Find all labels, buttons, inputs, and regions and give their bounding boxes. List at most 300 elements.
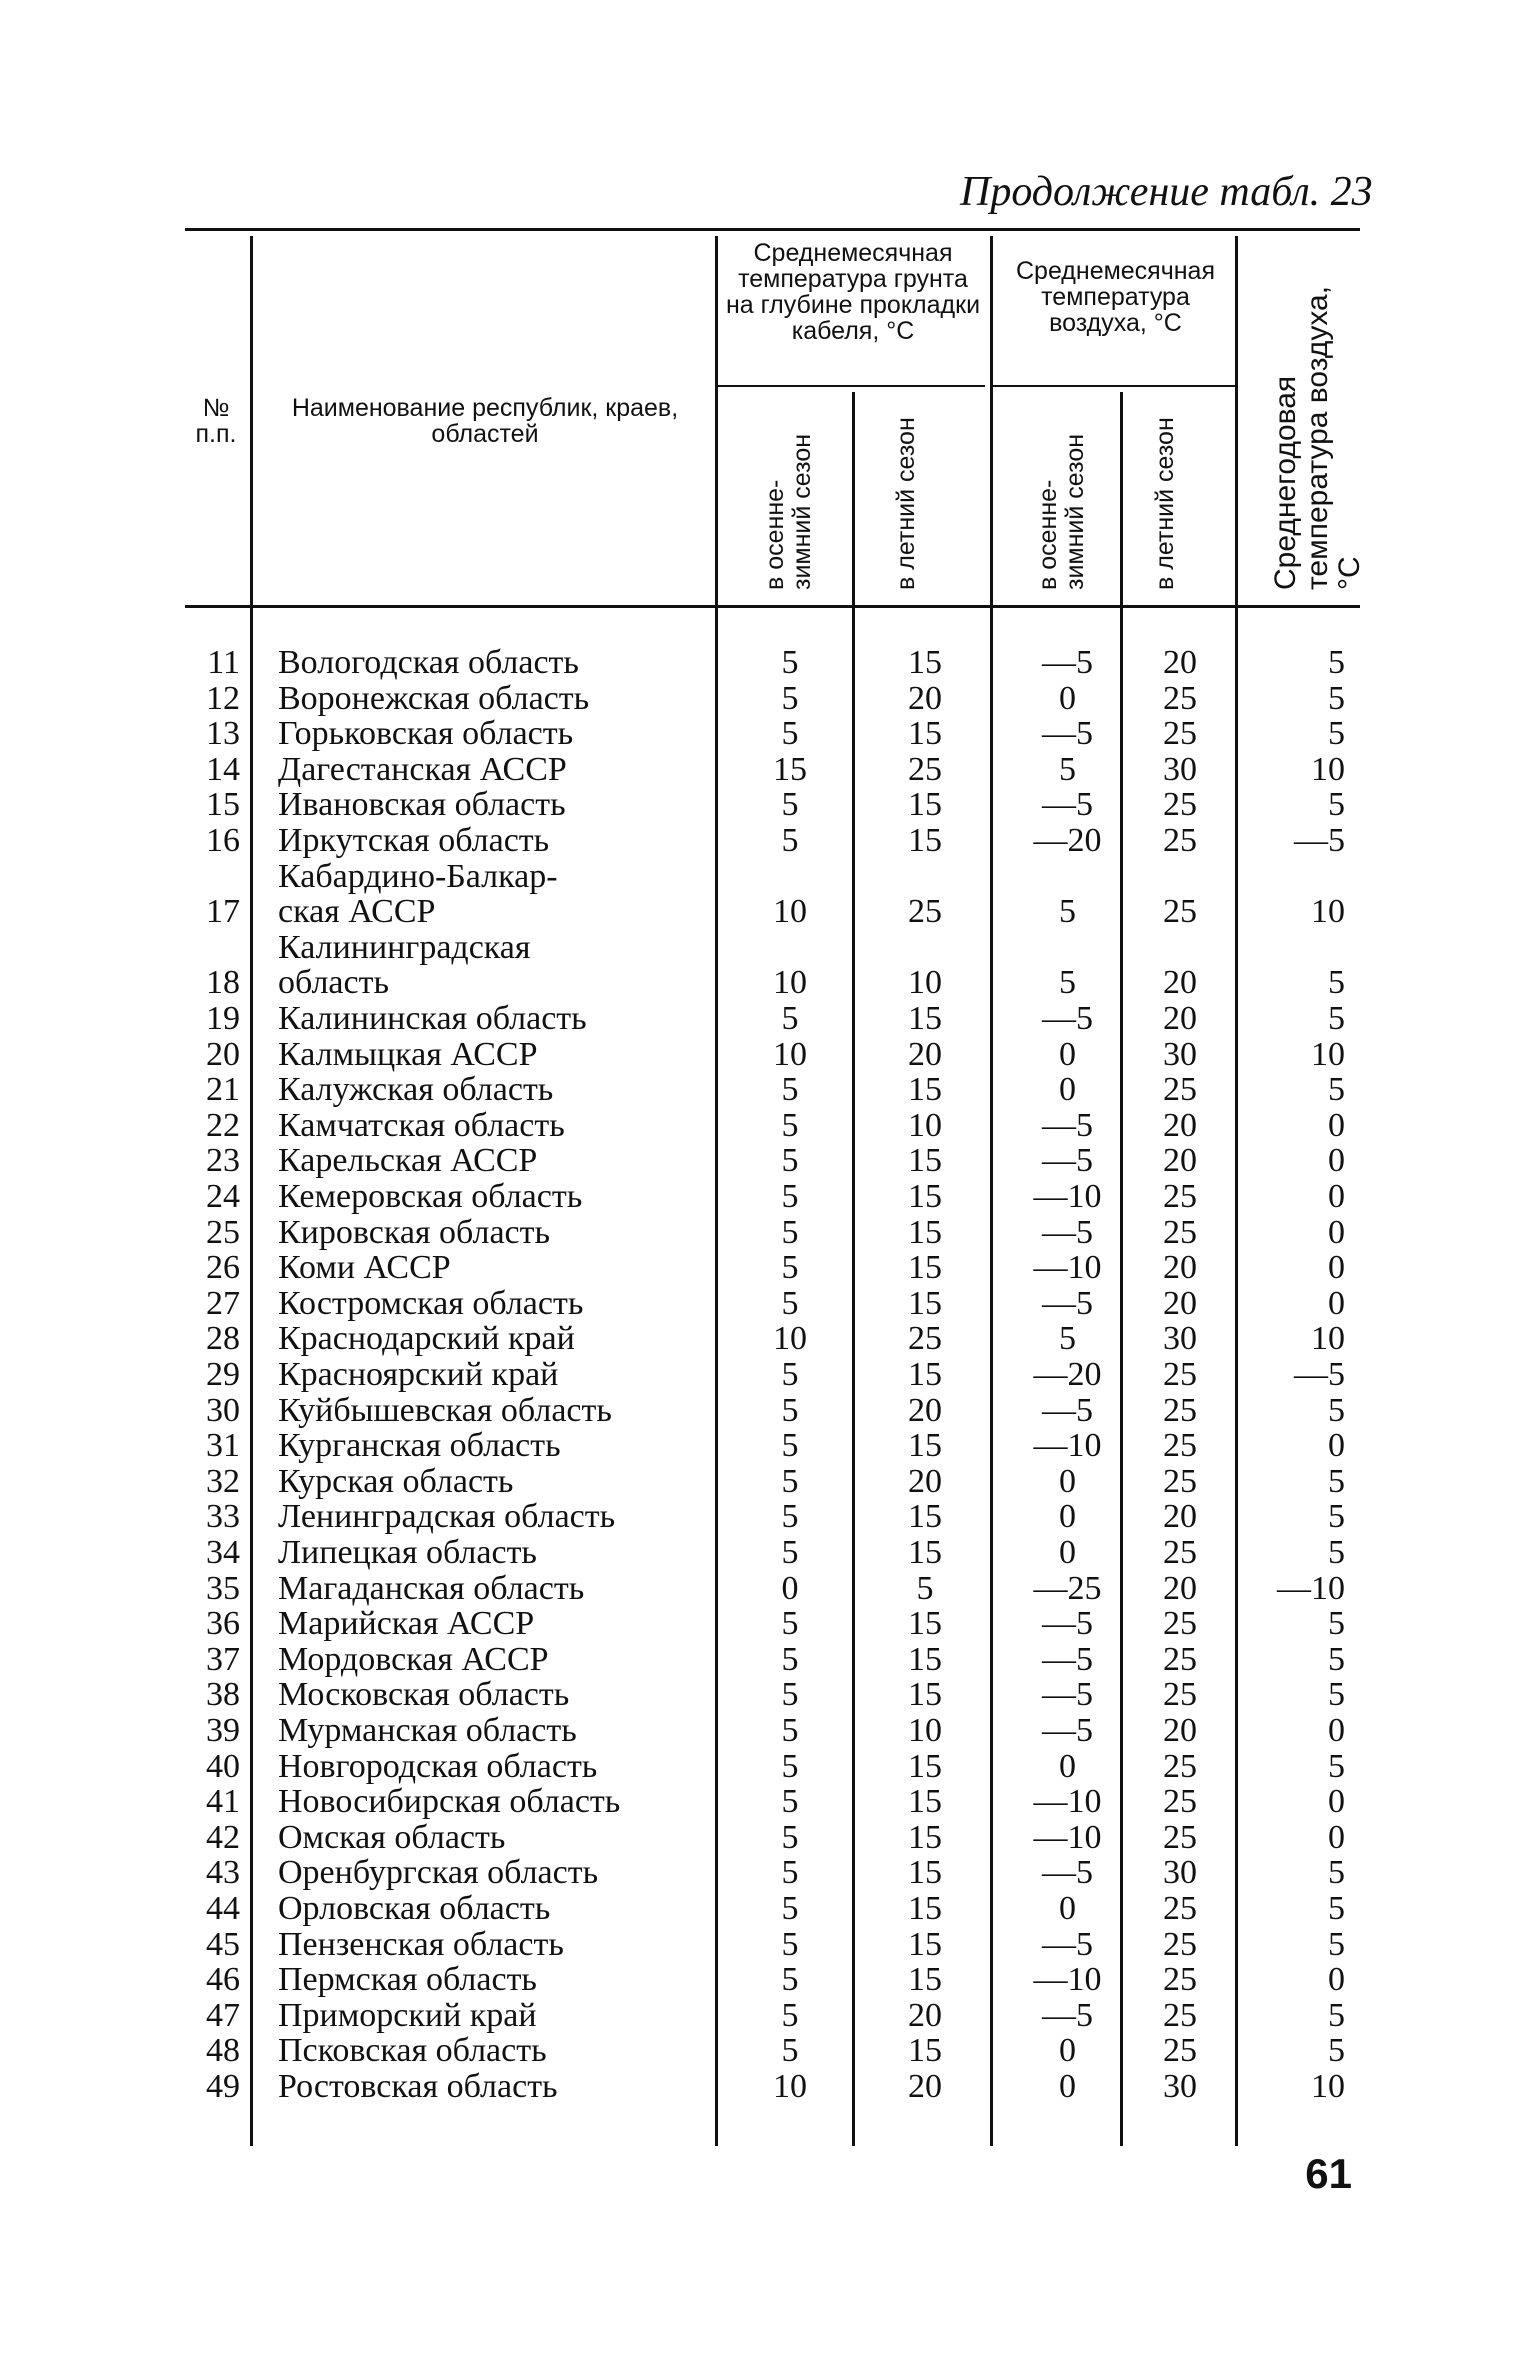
header-soil-summer: в летний сезон	[892, 417, 920, 590]
soil-summer-value: 15	[908, 1071, 942, 1109]
region-name: Липецкая область	[278, 1534, 537, 1571]
air-autumn-winter-value: 0	[1059, 1462, 1076, 1500]
row-number: 30	[206, 1391, 240, 1429]
header-annual: Среднегодовая температура воздуха, °C	[1269, 285, 1366, 590]
row-number: 20	[206, 1035, 240, 1073]
row-number: 27	[206, 1284, 240, 1322]
region-name: Калининская область	[278, 1000, 587, 1037]
air-summer-value: 25	[1163, 822, 1197, 859]
soil-autumn-winter-value: 5	[781, 1142, 799, 1180]
region-name: Ивановская область	[278, 786, 566, 824]
soil-autumn-winter-value: 5	[781, 1747, 799, 1785]
soil-summer-value: 15	[908, 786, 942, 824]
air-summer-value: 20	[1163, 964, 1197, 1002]
header-bottom-rule	[185, 605, 1360, 608]
soil-autumn-winter-value: 5	[781, 1605, 799, 1643]
region-name: Красноярский край	[278, 1356, 559, 1393]
annual-air-value: —5	[1294, 822, 1345, 859]
annual-air-value: 0	[1328, 1142, 1345, 1180]
air-summer-value: 30	[1163, 1320, 1197, 1358]
air-summer-value: 25	[1163, 679, 1197, 717]
soil-summer-value: 15	[908, 1890, 942, 1927]
air-autumn-winter-value: —5	[1042, 1640, 1093, 1678]
soil-autumn-winter-value: 5	[781, 1961, 799, 1999]
air-summer-value: 25	[1163, 1818, 1197, 1856]
region-name: Иркутская область	[278, 822, 550, 859]
table-row	[0, 1571, 1536, 1606]
row-number: 36	[206, 1605, 240, 1643]
soil-autumn-winter-value: 5	[781, 2032, 799, 2070]
row-number: 34	[206, 1534, 240, 1571]
annual-air-value: 5	[1328, 964, 1345, 1002]
row-number: 44	[206, 1890, 240, 1927]
region-name: Приморский край	[278, 1996, 537, 2034]
air-summer-value: 25	[1163, 1996, 1197, 2034]
air-autumn-winter-value: —10	[1033, 1783, 1102, 1821]
table-row	[0, 1606, 1536, 1641]
air-autumn-winter-value: —5	[1042, 1712, 1093, 1749]
soil-summer-value: 15	[908, 1213, 942, 1251]
annual-air-value: 5	[1328, 1996, 1345, 2034]
annual-air-value: 0	[1328, 1818, 1345, 1856]
soil-autumn-winter-value: 5	[781, 1925, 799, 1963]
row-number: 31	[206, 1427, 240, 1465]
soil-summer-value: 15	[908, 1747, 942, 1785]
air-summer-value: 20	[1163, 1498, 1197, 1536]
air-autumn-winter-value: 5	[1059, 1320, 1076, 1358]
soil-summer-value: 15	[908, 1249, 942, 1287]
air-summer-value: 20	[1163, 1000, 1197, 1037]
table-row	[0, 1535, 1536, 1570]
air-autumn-winter-value: —10	[1033, 1961, 1102, 1999]
region-name: Псковская область	[278, 2032, 547, 2070]
soil-subheader-rule	[715, 385, 985, 387]
air-summer-value: 20	[1163, 1106, 1197, 1144]
air-summer-value: 25	[1163, 1890, 1197, 1927]
annual-air-value: 0	[1328, 1783, 1345, 1821]
annual-air-value: 5	[1328, 1925, 1345, 1963]
annual-air-value: 0	[1328, 1178, 1345, 1215]
soil-autumn-winter-value: 5	[781, 1640, 799, 1678]
table-row	[0, 1037, 1536, 1072]
air-autumn-winter-value: —5	[1042, 644, 1093, 681]
region-name: Московская область	[278, 1676, 570, 1714]
region-name: Горьковская область	[278, 715, 574, 753]
soil-summer-value: 10	[908, 964, 942, 1002]
row-number: 11	[207, 644, 240, 681]
air-summer-value: 30	[1163, 1035, 1197, 1073]
row-number: 43	[206, 1854, 240, 1892]
table-row	[0, 1820, 1536, 1855]
region-name: Курганская область	[278, 1427, 561, 1465]
soil-summer-value: 15	[908, 1427, 942, 1465]
air-autumn-winter-value: —5	[1042, 715, 1093, 753]
table-row	[0, 1749, 1536, 1784]
annual-air-value: 5	[1328, 1391, 1345, 1429]
table-row	[0, 1001, 1536, 1036]
air-autumn-winter-value: 0	[1059, 1498, 1076, 1536]
air-autumn-winter-value: —5	[1042, 786, 1093, 824]
table-row	[0, 823, 1536, 858]
soil-summer-value: 15	[908, 1854, 942, 1892]
annual-air-value: 0	[1328, 1284, 1345, 1322]
soil-summer-value: 15	[908, 1178, 942, 1215]
soil-summer-value: 15	[908, 1818, 942, 1856]
soil-autumn-winter-value: 5	[781, 644, 799, 681]
annual-air-value: 5	[1328, 1462, 1345, 1500]
soil-autumn-winter-value: 0	[781, 1569, 799, 1607]
air-autumn-winter-value: —5	[1042, 1925, 1093, 1963]
air-autumn-winter-value: —5	[1042, 1000, 1093, 1037]
region-name: Пензенская область	[278, 1925, 564, 1963]
annual-air-value: 5	[1328, 1534, 1345, 1571]
table-row	[0, 1927, 1536, 1962]
table-row	[0, 928, 1536, 1002]
region-name: Курская область	[278, 1462, 514, 1500]
header-num: № п.п.	[195, 394, 237, 448]
soil-summer-value: 20	[908, 1996, 942, 2034]
air-autumn-winter-value: —5	[1042, 1213, 1093, 1251]
row-number: 33	[206, 1498, 240, 1536]
header-name: Наименование республик, краев, областей	[291, 394, 679, 448]
region-name: Ростовская область	[278, 2068, 558, 2105]
table-row	[0, 1215, 1536, 1250]
region-name-continuation: область	[278, 964, 389, 1002]
air-autumn-winter-value: 0	[1059, 2032, 1076, 2070]
table-row	[0, 1642, 1536, 1677]
soil-summer-value: 15	[908, 1961, 942, 1999]
annual-air-value: 10	[1311, 750, 1345, 788]
annual-air-value: 0	[1328, 1427, 1345, 1465]
row-number: 15	[206, 786, 240, 824]
header-soil-group: Среднемесячная температура грунта на глубине прокладки кабеля, °C	[725, 239, 981, 345]
air-autumn-winter-value: —10	[1033, 1818, 1102, 1856]
air-summer-value: 25	[1163, 1534, 1197, 1571]
air-autumn-winter-value: —5	[1042, 1142, 1093, 1180]
air-summer-value: 25	[1163, 1925, 1197, 1963]
annual-air-value: 0	[1328, 1106, 1345, 1144]
table-row	[0, 1250, 1536, 1285]
table-top-rule	[185, 228, 1360, 231]
air-summer-value: 25	[1163, 1427, 1197, 1465]
air-autumn-winter-value: —20	[1033, 1356, 1102, 1393]
table-row	[0, 1179, 1536, 1214]
table-row	[0, 2033, 1536, 2068]
annual-air-value: 0	[1328, 1961, 1345, 1999]
region-name: Кабардино-Балкар-	[278, 857, 558, 895]
soil-autumn-winter-value: 5	[781, 1391, 799, 1429]
soil-autumn-winter-value: 5	[781, 1676, 799, 1714]
soil-summer-value: 10	[908, 1106, 942, 1144]
soil-summer-value: 20	[908, 1391, 942, 1429]
air-summer-value: 30	[1163, 1854, 1197, 1892]
region-name: Камчатская область	[278, 1106, 565, 1144]
table-row	[0, 1464, 1536, 1499]
air-autumn-winter-value: 0	[1059, 1035, 1076, 1073]
row-number: 26	[206, 1249, 240, 1287]
air-summer-value: 20	[1163, 1569, 1197, 1607]
air-autumn-winter-value: —5	[1042, 1854, 1093, 1892]
air-summer-value: 25	[1163, 1213, 1197, 1251]
page-number: 61	[1305, 2150, 1352, 2197]
soil-summer-value: 15	[908, 1640, 942, 1678]
air-summer-value: 25	[1163, 2032, 1197, 2070]
air-summer-value: 20	[1163, 644, 1197, 681]
soil-autumn-winter-value: 5	[781, 1890, 799, 1927]
row-number: 47	[206, 1996, 240, 2034]
soil-autumn-winter-value: 10	[773, 964, 807, 1002]
region-name: Кировская область	[278, 1213, 551, 1251]
soil-summer-value: 10	[908, 1712, 942, 1749]
air-summer-value: 25	[1163, 1676, 1197, 1714]
air-summer-value: 20	[1163, 1284, 1197, 1322]
soil-autumn-winter-value: 10	[773, 893, 807, 931]
soil-summer-value: 5	[916, 1569, 934, 1607]
air-summer-value: 20	[1163, 1249, 1197, 1287]
region-name: Вологодская область	[278, 644, 579, 681]
table-row	[0, 1428, 1536, 1463]
annual-air-value: 10	[1311, 2068, 1345, 2105]
row-number: 42	[206, 1818, 240, 1856]
annual-air-value: 5	[1328, 2032, 1345, 2070]
air-subheader-rule	[990, 385, 1235, 387]
soil-autumn-winter-value: 5	[781, 1712, 799, 1749]
air-autumn-winter-value: —5	[1042, 1676, 1093, 1714]
table-row	[0, 1499, 1536, 1534]
table-row	[0, 1855, 1536, 1890]
table-row	[0, 752, 1536, 787]
table-row	[0, 1677, 1536, 1712]
region-name-continuation: ская АССР	[278, 893, 436, 931]
row-number: 40	[206, 1747, 240, 1785]
table-row	[0, 1357, 1536, 1392]
soil-autumn-winter-value: 5	[781, 715, 799, 753]
soil-summer-value: 20	[908, 679, 942, 717]
soil-summer-value: 15	[908, 1000, 942, 1037]
table-row	[0, 1962, 1536, 1997]
table-row	[0, 645, 1536, 680]
annual-air-value: 5	[1328, 1890, 1345, 1927]
row-number: 32	[206, 1462, 240, 1500]
annual-air-value: 5	[1328, 1640, 1345, 1678]
header-air-summer: в летний сезон	[1151, 417, 1179, 590]
soil-autumn-winter-value: 5	[781, 1996, 799, 2034]
soil-autumn-winter-value: 10	[773, 1035, 807, 1073]
annual-air-value: 10	[1311, 893, 1345, 931]
soil-autumn-winter-value: 5	[781, 1427, 799, 1465]
soil-autumn-winter-value: 5	[781, 1213, 799, 1251]
table-row	[0, 1891, 1536, 1926]
soil-autumn-winter-value: 10	[773, 1320, 807, 1358]
soil-autumn-winter-value: 5	[781, 1818, 799, 1856]
region-name: Краснодарский край	[278, 1320, 575, 1358]
region-name: Мордовская АССР	[278, 1640, 549, 1678]
annual-air-value: 5	[1328, 679, 1345, 717]
row-number: 21	[206, 1071, 240, 1109]
region-name: Новосибирская область	[278, 1783, 621, 1821]
air-autumn-winter-value: —5	[1042, 1284, 1093, 1322]
soil-summer-value: 20	[908, 2068, 942, 2105]
soil-autumn-winter-value: 5	[781, 1356, 799, 1393]
soil-summer-value: 15	[908, 2032, 942, 2070]
annual-air-value: 5	[1328, 1747, 1345, 1785]
region-name: Оренбургская область	[278, 1854, 599, 1892]
soil-summer-value: 25	[908, 893, 942, 931]
region-name: Куйбышевская область	[278, 1391, 612, 1429]
table-row	[0, 2069, 1536, 2104]
row-number: 49	[206, 2068, 240, 2105]
table-row	[0, 787, 1536, 822]
annual-air-value: 0	[1328, 1249, 1345, 1287]
air-autumn-winter-value: 0	[1059, 1071, 1076, 1109]
air-autumn-winter-value: 0	[1059, 1534, 1076, 1571]
row-number: 48	[206, 2032, 240, 2070]
annual-air-value: 5	[1328, 1071, 1345, 1109]
soil-autumn-winter-value: 5	[781, 1284, 799, 1322]
header-air-autumn-winter: в осенне-зимний сезон	[1034, 433, 1089, 590]
soil-summer-value: 15	[908, 1534, 942, 1571]
table-row	[0, 1784, 1536, 1819]
table-row	[0, 1143, 1536, 1178]
air-summer-value: 25	[1163, 1462, 1197, 1500]
annual-air-value: 5	[1328, 1605, 1345, 1643]
row-number: 17	[206, 893, 240, 931]
soil-summer-value: 15	[908, 1925, 942, 1963]
region-name: Калининградская	[278, 928, 531, 966]
region-name: Магаданская область	[278, 1569, 585, 1607]
annual-air-value: 10	[1311, 1320, 1345, 1358]
row-number: 37	[206, 1640, 240, 1678]
air-autumn-winter-value: 0	[1059, 2068, 1076, 2105]
region-name: Марийская АССР	[278, 1605, 535, 1643]
air-summer-value: 25	[1163, 1071, 1197, 1109]
soil-summer-value: 15	[908, 822, 942, 859]
annual-air-value: 5	[1328, 786, 1345, 824]
soil-autumn-winter-value: 5	[781, 1071, 799, 1109]
air-summer-value: 30	[1163, 750, 1197, 788]
air-autumn-winter-value: 5	[1059, 893, 1076, 931]
annual-air-value: 5	[1328, 1854, 1345, 1892]
annual-air-value: 5	[1328, 715, 1345, 753]
region-name: Калужская область	[278, 1071, 554, 1109]
table-row	[0, 1286, 1536, 1321]
table-row	[0, 1072, 1536, 1107]
soil-summer-value: 15	[908, 1676, 942, 1714]
soil-autumn-winter-value: 5	[781, 1854, 799, 1892]
soil-summer-value: 15	[908, 1356, 942, 1393]
soil-summer-value: 20	[908, 1462, 942, 1500]
annual-air-value: 10	[1311, 1035, 1345, 1073]
row-number: 24	[206, 1178, 240, 1215]
air-autumn-winter-value: —20	[1033, 822, 1102, 859]
region-name: Калмыцкая АССР	[278, 1035, 538, 1073]
row-number: 38	[206, 1676, 240, 1714]
air-summer-value: 30	[1163, 2068, 1197, 2105]
row-number: 35	[206, 1569, 240, 1607]
soil-summer-value: 15	[908, 1498, 942, 1536]
air-summer-value: 25	[1163, 715, 1197, 753]
table-row	[0, 1998, 1536, 2033]
air-autumn-winter-value: —5	[1042, 1996, 1093, 2034]
row-number: 16	[206, 822, 240, 859]
soil-summer-value: 15	[908, 1605, 942, 1643]
table-row	[0, 681, 1536, 716]
soil-autumn-winter-value: 5	[781, 1783, 799, 1821]
header-soil-autumn-winter: в осенне-зимний сезон	[761, 433, 816, 590]
air-summer-value: 25	[1163, 1178, 1197, 1215]
annual-air-value: —5	[1294, 1356, 1345, 1393]
soil-autumn-winter-value: 5	[781, 822, 799, 859]
region-name: Дагестанская АССР	[278, 750, 567, 788]
region-name: Мурманская область	[278, 1712, 577, 1749]
soil-summer-value: 15	[908, 1284, 942, 1322]
air-summer-value: 25	[1163, 1783, 1197, 1821]
air-autumn-winter-value: 0	[1059, 1890, 1076, 1927]
soil-summer-value: 20	[908, 1035, 942, 1073]
annual-air-value: 0	[1328, 1712, 1345, 1749]
region-name: Орловская область	[278, 1890, 551, 1927]
row-number: 19	[206, 1000, 240, 1037]
soil-autumn-winter-value: 5	[781, 1534, 799, 1571]
soil-autumn-winter-value: 5	[781, 1498, 799, 1536]
row-number: 41	[206, 1783, 240, 1821]
row-number: 22	[206, 1106, 240, 1144]
annual-air-value: 5	[1328, 644, 1345, 681]
air-autumn-winter-value: —5	[1042, 1391, 1093, 1429]
air-autumn-winter-value: —5	[1042, 1605, 1093, 1643]
annual-air-value: 5	[1328, 1498, 1345, 1536]
air-autumn-winter-value: 5	[1059, 964, 1076, 1002]
region-name: Кемеровская область	[278, 1178, 583, 1215]
region-name: Пермская область	[278, 1961, 537, 1999]
air-summer-value: 20	[1163, 1142, 1197, 1180]
table-caption: Продолжение табл. 23	[960, 169, 1373, 215]
air-summer-value: 25	[1163, 1391, 1197, 1429]
annual-air-value: 5	[1328, 1676, 1345, 1714]
soil-summer-value: 15	[908, 1142, 942, 1180]
annual-air-value: —10	[1277, 1569, 1345, 1607]
air-summer-value: 25	[1163, 1961, 1197, 1999]
soil-autumn-winter-value: 5	[781, 1249, 799, 1287]
air-summer-value: 25	[1163, 1356, 1197, 1393]
row-number: 45	[206, 1925, 240, 1963]
air-autumn-winter-value: 0	[1059, 1747, 1076, 1785]
row-number: 13	[206, 715, 240, 753]
soil-autumn-winter-value: 5	[781, 786, 799, 824]
air-summer-value: 25	[1163, 786, 1197, 824]
table-row	[0, 1393, 1536, 1428]
row-number: 12	[206, 679, 240, 717]
annual-air-value: 5	[1328, 1000, 1345, 1037]
soil-autumn-winter-value: 5	[781, 679, 799, 717]
row-number: 29	[206, 1356, 240, 1393]
region-name: Воронежская область	[278, 679, 590, 717]
annual-air-value: 0	[1328, 1213, 1345, 1251]
row-number: 14	[206, 750, 240, 788]
row-number: 23	[206, 1142, 240, 1180]
air-autumn-winter-value: 5	[1059, 750, 1076, 788]
soil-autumn-winter-value: 5	[781, 1000, 799, 1037]
air-autumn-winter-value: 0	[1059, 679, 1076, 717]
soil-autumn-winter-value: 5	[781, 1106, 799, 1144]
air-summer-value: 25	[1163, 1605, 1197, 1643]
region-name: Омская область	[278, 1818, 506, 1856]
region-name: Карельская АССР	[278, 1142, 538, 1180]
region-name: Новгородская область	[278, 1747, 598, 1785]
row-number: 28	[206, 1320, 240, 1358]
soil-summer-value: 15	[908, 644, 942, 681]
air-summer-value: 25	[1163, 1747, 1197, 1785]
